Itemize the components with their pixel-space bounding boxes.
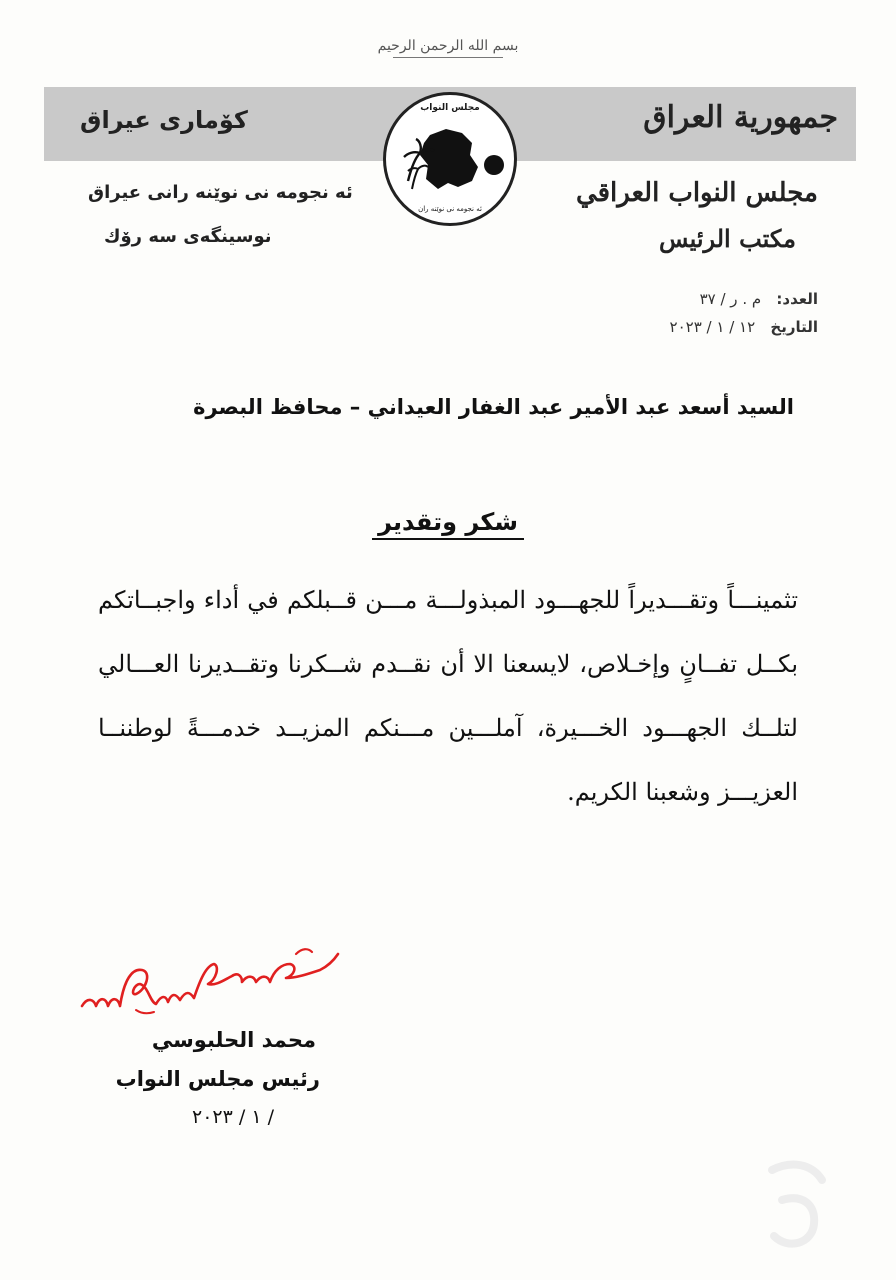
reference-number	[700, 290, 818, 308]
letterhead-country-arabic: جمهورية العراق	[643, 100, 838, 135]
reference-number-label: العدد:	[776, 290, 818, 308]
addressee: السيد أسعد عبد الأمير عبد الغفار العيداني – محافظ البصرة	[193, 395, 794, 419]
signer-name: محمد الحلبوسي	[151, 1028, 316, 1052]
reference-date-value: ١٢ / ١ / ٢٠٢٣	[669, 318, 756, 336]
council-name-arabic: مجلس النواب العراقي	[575, 178, 818, 208]
council-name-kurdish: ئه نجومه نی نوێنه رانی عیراق	[88, 182, 353, 203]
handwritten-signature	[76, 940, 346, 1030]
office-name-arabic: مكتب الرئيس	[658, 224, 796, 253]
basmala-text: بسم الله الرحمن الرحيم	[377, 38, 519, 54]
letter-body: تثمينـــاً وتقـــديراً للجهـــود المبذولـــة مـــن قــبلكم في أداء واجبــاتكم بكــل تفــانٍ وإخـلاص، لايسعنا الا أن نقــدم شــكرنا وتقــديرنا العـــالي لتلــك الجهـــود الخـــيرة، آملـــين مـــنكم المزيــد خدمـــةً لوطننــا العزيـــز وشعبنا الكريم.	[98, 586, 798, 806]
iraq-map-emblem-icon	[386, 95, 514, 223]
parliament-emblem	[383, 92, 517, 226]
emblem-bottom-text: ئه نجومه نی نوێنه ران	[418, 205, 482, 213]
signer-title: رئيس مجلس النواب	[115, 1067, 320, 1091]
subject-text: شكر وتقدير	[372, 508, 524, 540]
corner-watermark-icon	[752, 1150, 842, 1260]
reference-number-value: م . ر / ٣٧	[699, 290, 762, 308]
signature-date: / ١ / ٢٠٢٣	[192, 1106, 274, 1128]
basmala-rule	[393, 57, 503, 58]
office-name-kurdish: نوسینگه‌ی سه رۆك	[104, 226, 272, 247]
reference-date-label: التاريخ	[770, 318, 818, 336]
letterhead-country-kurdish: كۆماری عیراق	[80, 106, 248, 134]
subject-heading	[0, 508, 896, 536]
reference-date	[670, 318, 818, 336]
emblem-top-text: مجلس النواب	[420, 103, 480, 113]
basmala	[0, 38, 896, 58]
